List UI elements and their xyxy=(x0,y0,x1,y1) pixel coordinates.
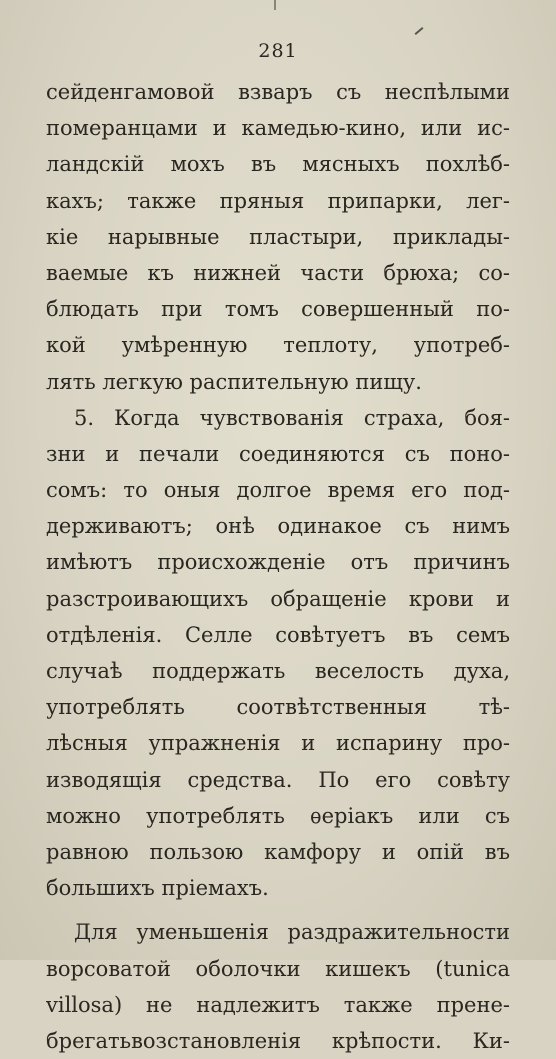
text-line: сейденгамовой взваръ съ неспѣлыми xyxy=(46,80,510,104)
text-line: случаѣ поддержать веселость духа, xyxy=(46,659,510,683)
text-line: лѣсныя упражненія и испарину про- xyxy=(46,731,510,756)
text-line: зни и печали соединяются съ поно- xyxy=(46,441,510,466)
paragraph-start-line: Для уменьшенія раздражительности xyxy=(74,920,510,945)
text-line: отдѣленія. Селле совѣтуетъ въ семъ xyxy=(46,622,510,647)
text-line: большихъ пріемахъ. xyxy=(46,876,269,901)
paragraph-start-line: 5. Когда чувствованія страха, боя- xyxy=(74,405,510,430)
text-line: кахъ; также пряныя припарки, лег- xyxy=(46,188,510,213)
text-line: употреблять соотвѣтственныя тѣ- xyxy=(46,695,510,720)
text-line: блюдать при томъ совершенный по- xyxy=(46,297,510,322)
page-number: 281 xyxy=(258,40,298,62)
body-text xyxy=(46,74,510,1059)
text-line: сомъ: то оныя долгое время его под- xyxy=(46,478,510,503)
text-line: villosa) не надлежитъ также прене- xyxy=(46,992,510,1017)
text-line: ландскій мохъ въ мясныхъ похлѣб- xyxy=(46,152,510,177)
text-line: изводящія средства. По его совѣту xyxy=(46,767,510,792)
ink-scratch xyxy=(415,27,424,35)
text-line: держиваютъ; онѣ одинакое съ нимъ xyxy=(46,514,510,539)
text-line: разстроивающихъ обращеніе крови и xyxy=(46,586,510,611)
text-line: ваемые къ нижней части брюха; со- xyxy=(46,260,510,285)
text-line: брегатьвозстановленія крѣпости. Ки- xyxy=(46,1028,510,1053)
text-line: ворсоватой оболочки кишекъ (tunica xyxy=(46,956,510,981)
text-line: равною пользою камфору и опій въ xyxy=(46,839,510,864)
text-line: кой умѣренную теплоту, употреб- xyxy=(46,333,510,358)
top-edge-mark xyxy=(274,0,276,10)
text-line: можно употреблять ѳеріакъ или съ xyxy=(46,803,510,828)
text-line: померанцами и камедью-кино, или ис- xyxy=(46,116,510,141)
text-line: кіе нарывные пластыри, приклады- xyxy=(46,224,510,249)
text-line: лять легкую распительную пищу. xyxy=(46,369,422,394)
text-line: имѣютъ происхожденіе отъ причинъ xyxy=(46,550,510,575)
